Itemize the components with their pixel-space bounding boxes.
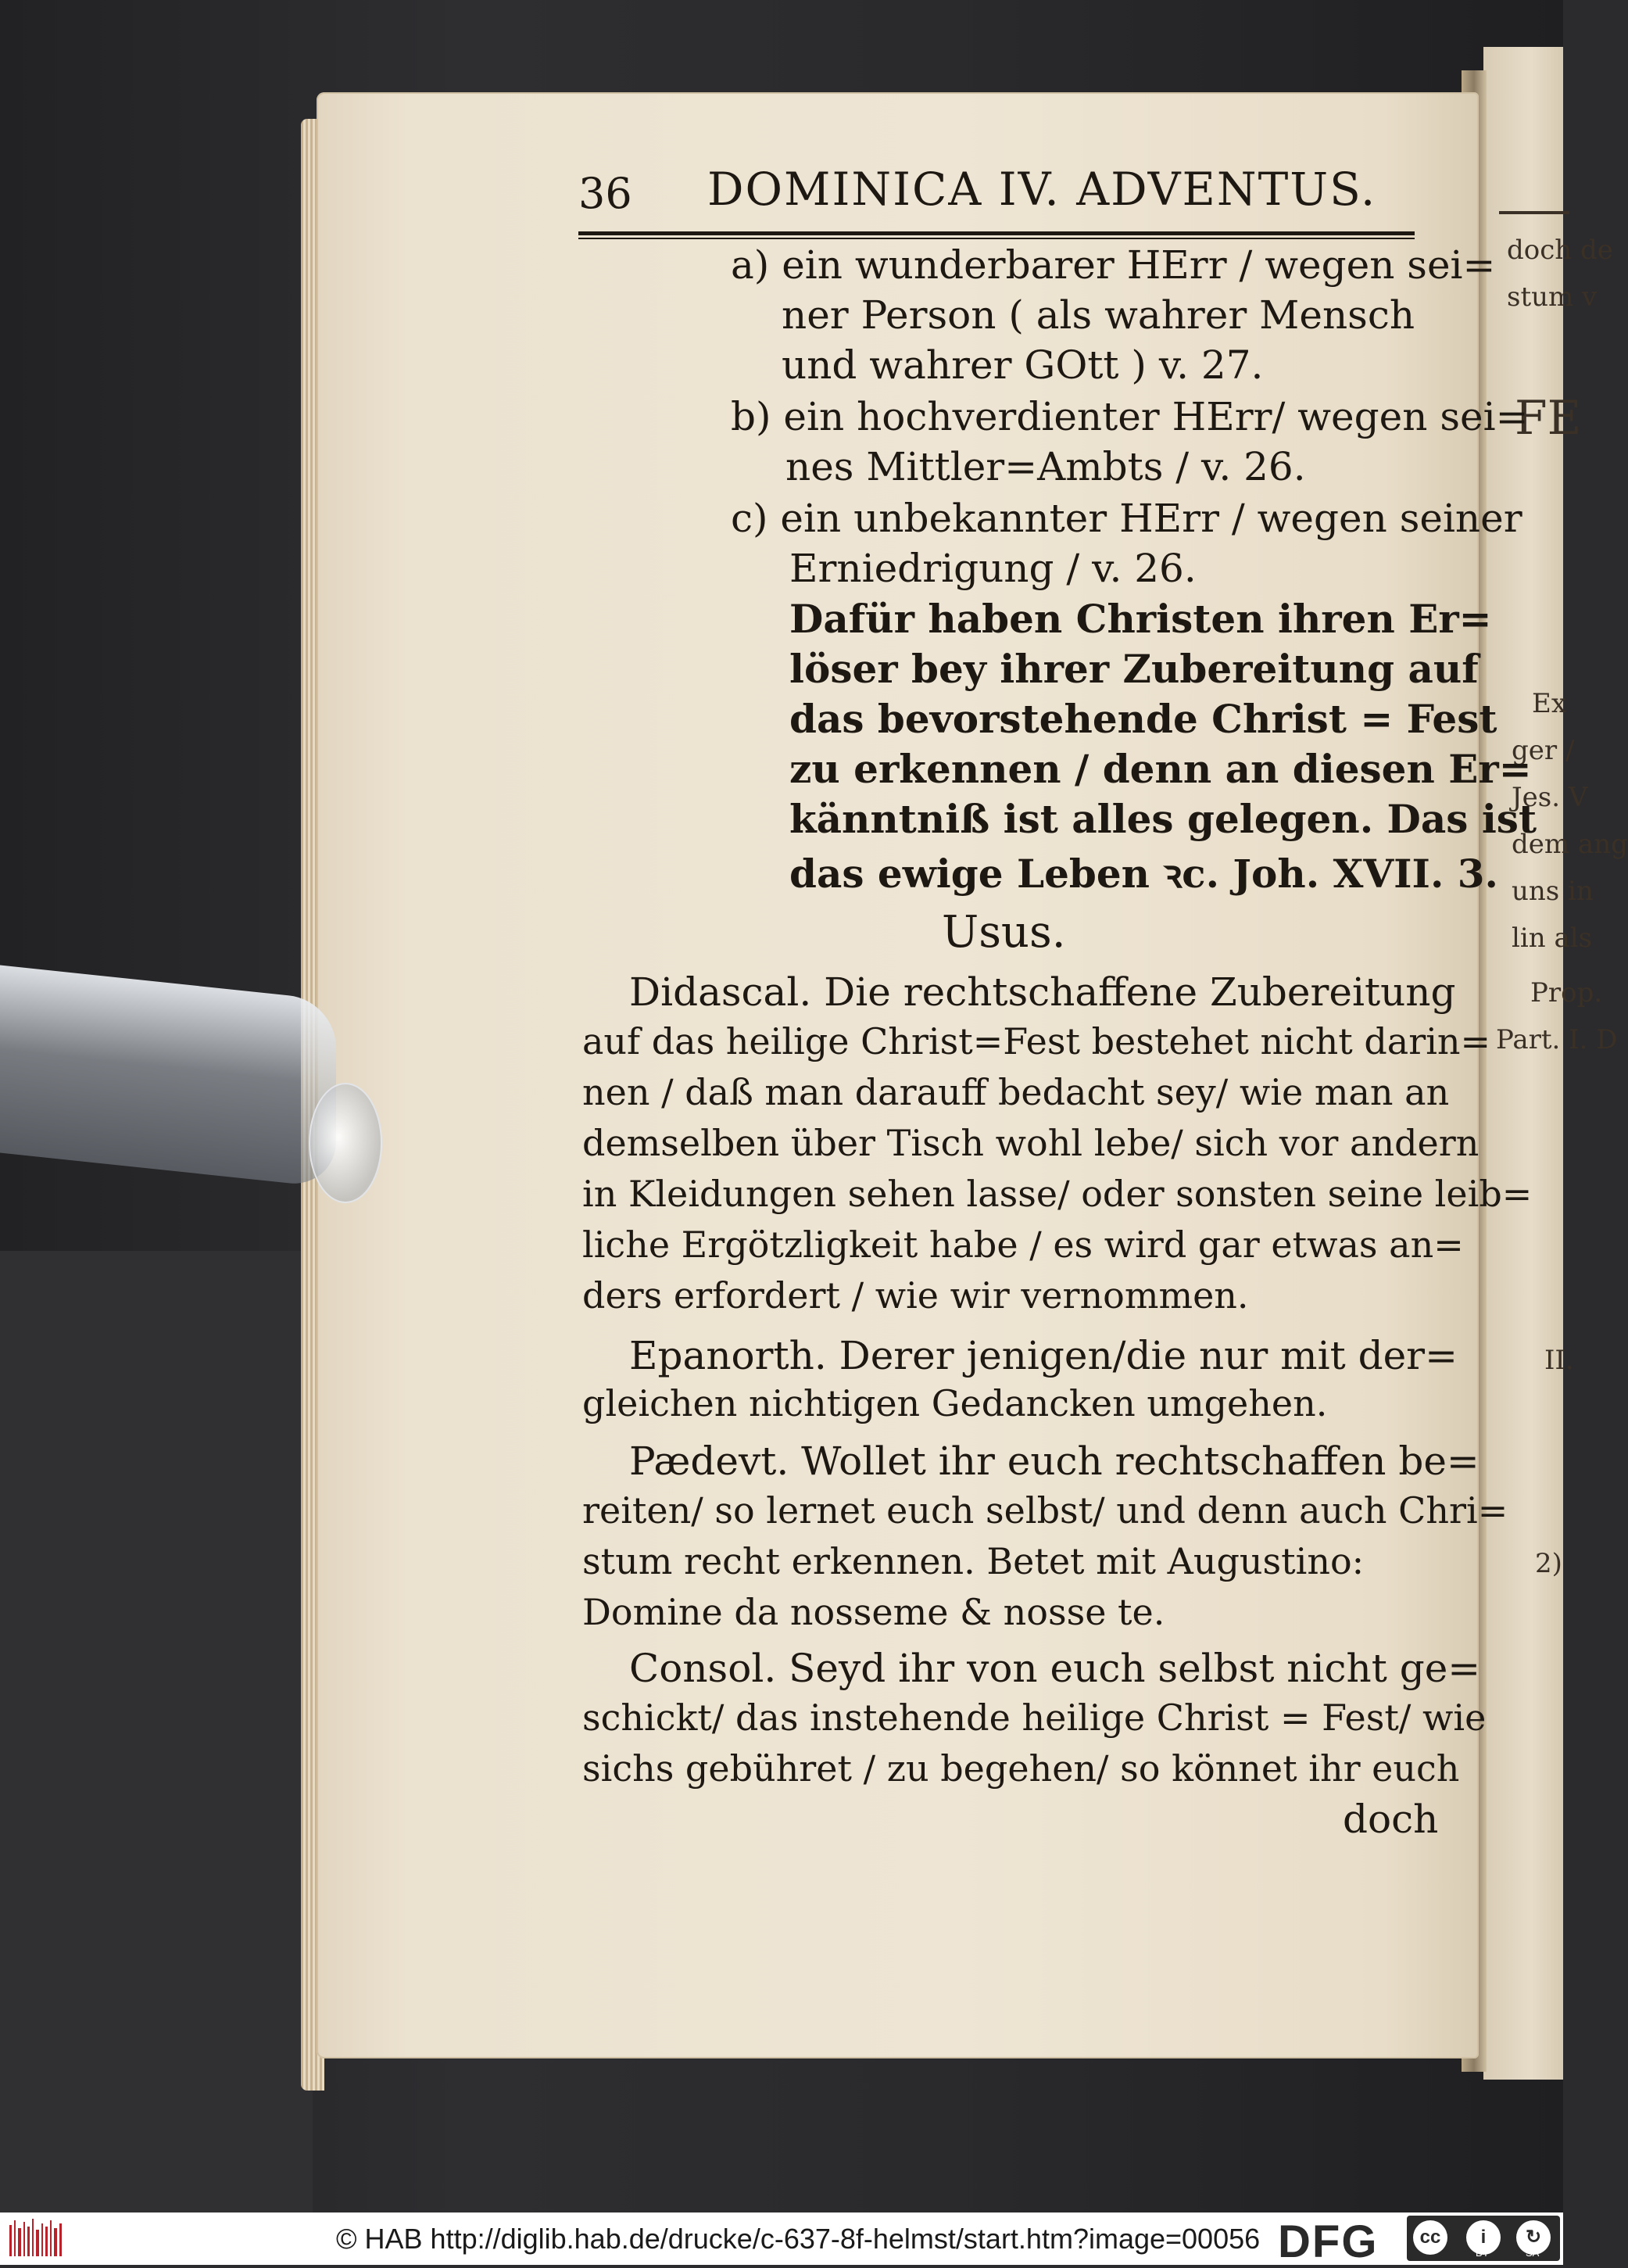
text-line: das ewige Leben ꝛc. Joh. XVII. 3. <box>789 851 1498 897</box>
facing-page-fragment: 2) <box>1535 1548 1562 1579</box>
usus-line: demselben über Tisch wohl lebe/ sich vor andern <box>582 1122 1480 1164</box>
usus-line: schickt/ das instehende heilige Christ = Fest/ wie <box>582 1697 1487 1739</box>
header-rule-thin <box>578 238 1415 239</box>
usus-line: Pædevt. Wollet ihr euch rechtschaffen be= <box>629 1439 1480 1484</box>
facing-page-fragment: ger / <box>1512 735 1575 766</box>
facing-page-fragment: dem ang <box>1512 829 1628 860</box>
running-title: DOMINICA IV. ADVENTUS. <box>707 163 1377 216</box>
usus-line: sichs gebühret / zu begehen/ so könnet ihr euch <box>582 1747 1460 1790</box>
facing-page-fragment: doch de <box>1507 235 1613 266</box>
by-label: BY <box>1476 2247 1490 2259</box>
facing-page-fragment: FE <box>1515 391 1582 446</box>
catchword: doch <box>1343 1797 1439 1842</box>
header-rule <box>578 231 1415 235</box>
usus-line: Domine da nosseme & nosse te. <box>582 1591 1165 1633</box>
usus-line: Didascal. Die rechtschaffene Zubereitung <box>629 969 1456 1015</box>
text-line: das bevorstehende Christ = Fest <box>789 696 1497 742</box>
facing-page-fragment: lin als <box>1512 923 1593 954</box>
footer-credit-link[interactable]: © HAB http://diglib.hab.de/drucke/c-637-8f-helmst/start.htm?image=00056 <box>336 2223 1261 2255</box>
text-line: zu erkennen / denn an diesen Er= <box>789 746 1532 792</box>
text-line: känntniß ist alles gelegen. Das ist <box>789 796 1537 842</box>
sa-icon: ↻ <box>1516 2220 1551 2255</box>
usus-line: ders erfordert / wie wir vernommen. <box>582 1274 1249 1317</box>
text-line: a) ein wunderbarer HErr / wegen sei= <box>731 242 1496 288</box>
text-line: nes Mittler=Ambts / v. 26. <box>785 444 1306 489</box>
usus-line: auf das heilige Christ=Fest bestehet nicht darin= <box>582 1020 1491 1062</box>
sa-label: SA <box>1526 2247 1540 2259</box>
text-line: c) ein unbekannter HErr / wegen seiner <box>731 496 1522 541</box>
page-number: 36 <box>578 169 632 218</box>
text-line: löser bey ihrer Zubereitung auf <box>789 646 1479 692</box>
clip-tip <box>309 1083 382 1203</box>
hab-logo-icon <box>8 2217 64 2259</box>
page-holder-clip <box>0 981 375 1216</box>
usus-line: Epanorth. Derer jenigen/die nur mit der= <box>629 1333 1458 1378</box>
facing-page-fragment: uns in <box>1512 876 1594 907</box>
usus-line: stum recht erkennen. Betet mit Augustino: <box>582 1540 1365 1582</box>
usus-line: liche Ergötzligkeit habe / es wird gar etwas an= <box>582 1224 1464 1266</box>
facing-page-fragment: stum v <box>1507 281 1598 313</box>
usus-line: reiten/ so lernet euch selbst/ und denn auch Chri= <box>582 1489 1508 1532</box>
text-line: ner Person ( als wahrer Mensch <box>782 292 1415 338</box>
text-line: Erniedrigung / v. 26. <box>789 546 1197 591</box>
dfg-logo: DFG <box>1278 2216 1379 2267</box>
usus-line: in Kleidungen sehen lasse/ oder sonsten seine leib= <box>582 1173 1533 1215</box>
text-line: b) ein hochverdienter HErr/ wegen sei= <box>731 394 1529 439</box>
facing-page-fragment: II. <box>1544 1345 1574 1376</box>
facing-page-fragment: Prop. <box>1530 977 1603 1009</box>
facing-page-rule <box>1499 211 1569 214</box>
facing-page-fragment: Jes. V <box>1512 782 1588 813</box>
facing-page-fragment: Ex <box>1532 688 1566 719</box>
facing-page <box>1483 47 1628 2080</box>
usus-line: nen / daß man darauff bedacht sey/ wie man an <box>582 1071 1450 1113</box>
text-line: Dafür haben Christen ihren Er= <box>789 596 1492 642</box>
cc-icon: cc <box>1413 2220 1447 2255</box>
facing-page-fragment: Part. I. D <box>1496 1024 1618 1055</box>
clip-bar <box>0 962 336 1188</box>
cloth-surface <box>0 1251 313 2212</box>
usus-line: Consol. Seyd ihr von euch selbst nicht ge= <box>629 1646 1481 1691</box>
usus-line: gleichen nichtigen Gedancken umgehen. <box>582 1382 1328 1424</box>
cc-license-badge[interactable] <box>1407 2216 1560 2261</box>
by-icon: i <box>1466 2220 1501 2255</box>
usus-heading: Usus. <box>942 907 1066 958</box>
text-line: und wahrer GOtt ) v. 27. <box>782 342 1264 388</box>
